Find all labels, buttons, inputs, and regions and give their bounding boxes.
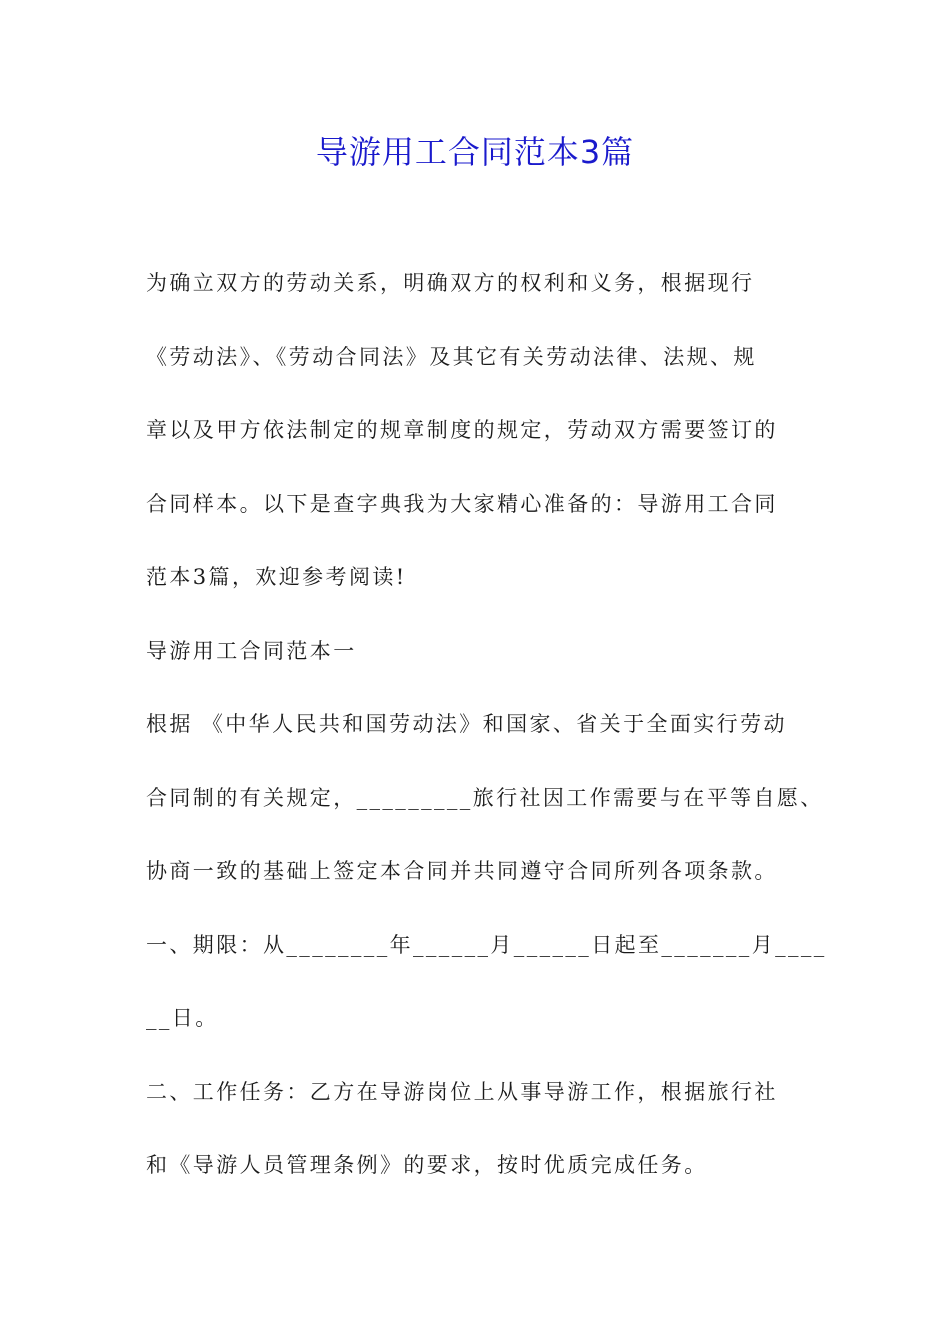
paragraph-line: 协商一致的基础上签定本合同并共同遵守合同所列各项条款。 <box>146 859 778 883</box>
clause-line: 和《导游人员管理条例》的要求，按时优质完成任务。 <box>146 1153 708 1177</box>
clause-line: 一、期限：从________年______月______日起至_______月____ <box>146 932 827 957</box>
paragraph-line: 为确立双方的劳动关系，明确双方的权利和义务，根据现行 <box>146 271 755 295</box>
paragraph-line: 合同制的有关规定，_________旅行社因工作需要与在平等自愿、 <box>146 785 824 810</box>
clause-line: __日。 <box>146 1006 219 1030</box>
document-body <box>146 262 826 1218</box>
clause-line: 二、工作任务：乙方在导游岗位上从事导游工作，根据旅行社 <box>146 1079 778 1104</box>
section-heading: 导游用工合同范本一 <box>146 638 357 663</box>
document-title: 导游用工合同范本3篇 <box>315 133 635 171</box>
paragraph-line: 范本3篇，欢迎参考阅读! <box>146 565 407 589</box>
paragraph-line: 章以及甲方依法制定的规章制度的规定，劳动双方需要签订的 <box>146 418 778 442</box>
paragraph-line: 合同样本。以下是查字典我为大家精心准备的：导游用工合同 <box>146 491 778 516</box>
paragraph-line: 根据 《中华人民共和国劳动法》和国家、省关于全面实行劳动 <box>146 712 787 736</box>
paragraph-line: 《劳动法》、《劳动合同法》及其它有关劳动法律、法规、规 <box>146 344 757 369</box>
